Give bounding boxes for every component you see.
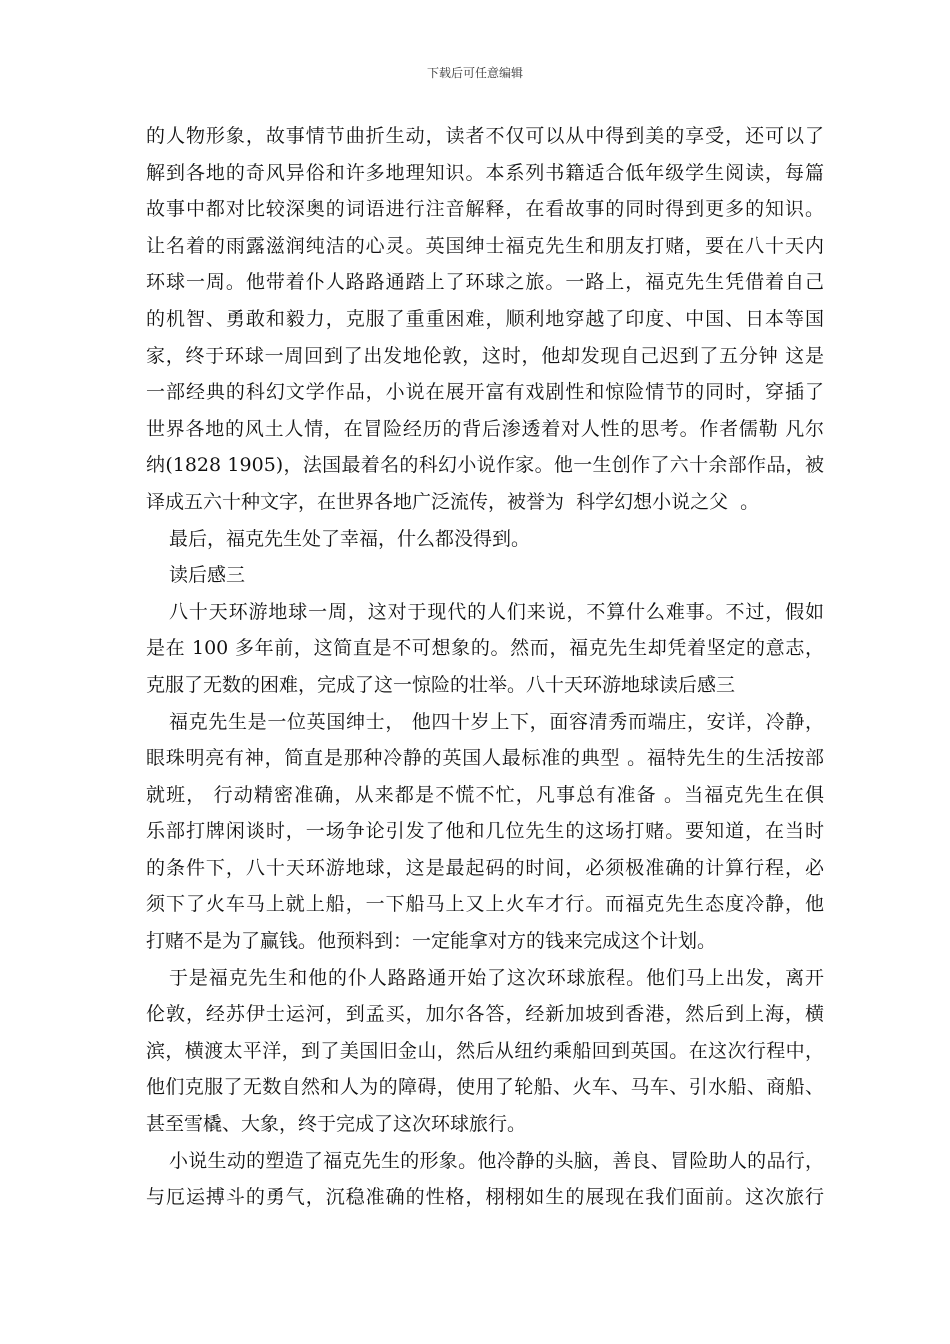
text-line: 的条件下，八十天环游地球，这是最起码的时间，必须极准确的计算行程，必 xyxy=(146,856,824,879)
text-line: 一部经典的科幻文学作品，小说在展开富有戏剧性和惊险情节的同时，穿插了 xyxy=(146,381,824,404)
text-line: 于是福克先生和他的仆人路路通开始了这次环球旅程。他们马上出发，离开 xyxy=(169,966,824,989)
text-line: 福克先生是一位英国绅士， 他四十岁上下，面容清秀而端庄，安详，冷静， xyxy=(169,710,824,733)
text-line: 让名着的雨露滋润纯洁的心灵。英国绅士福克先生和朋友打赌，要在八十天内 xyxy=(146,234,824,257)
text-line: 须下了火车马上就上船，一下船马上又上火车才行。而福克先生态度冷静，他 xyxy=(146,893,824,916)
text-line: 克服了无数的困难，完成了这一惊险的壮举。八十天环游地球读后感三 xyxy=(146,673,736,696)
text-line: 读后感三 xyxy=(169,564,246,587)
page-header: 下载后可任意编辑 xyxy=(426,66,523,80)
text-line: 家，终于环球一周回到了出发地伦敦，这时，他却发现自己迟到了五分钟 这是 xyxy=(146,344,824,367)
text-line: 打赌不是为了赢钱。他预料到：一定能拿对方的钱来完成这个计划。 xyxy=(146,930,717,953)
text-line: 译成五六十种文字，在世界各地广泛流传，被誉为 科学幻想小说之父 。 xyxy=(146,490,760,513)
text-line: 伦敦，经苏伊士运河，到孟买，加尔各答，经新加坡到香港，然后到上海，横 xyxy=(146,1003,824,1026)
text-line: 与厄运搏斗的勇气，沉稳准确的性格，栩栩如生的展现在我们面前。这次旅行 xyxy=(146,1186,824,1209)
text-line: 是在 100 多年前，这简直是不可想象的。然而，福克先生却凭着坚定的意志， xyxy=(146,637,824,660)
text-line: 甚至雪橇、大象，终于完成了这次环球旅行。 xyxy=(146,1113,527,1136)
text-line: 乐部打牌闲谈时，一场争论引发了他和几位先生的这场打赌。要知道，在当时 xyxy=(146,820,824,843)
text-line: 八十天环游地球一周，这对于现代的人们来说，不算什么难事。不过，假如 xyxy=(169,600,824,623)
text-line: 的人物形象，故事情节曲折生动，读者不仅可以从中得到美的享受，还可以了 xyxy=(146,125,824,147)
text-line: 滨，横渡太平洋，到了美国旧金山，然后从纽约乘船回到英国。在这次行程中， xyxy=(146,1039,824,1062)
text-line: 环球一周。他带着仆人路路通踏上了环球之旅。一路上，福克先生凭借着自己 xyxy=(146,271,824,294)
text-line: 故事中都对比较深奥的词语进行注音解释，在看故事的同时得到更多的知识。 xyxy=(146,198,824,221)
text-line: 世界各地的风土人情，在冒险经历的背后渗透着对人性的思考。作者儒勒 凡尔 xyxy=(146,417,824,440)
text-line: 最后，福克先生处了幸福，什么都没得到。 xyxy=(169,527,531,550)
document-body xyxy=(146,118,824,1216)
text-line: 眼珠明亮有神，简直是那种冷静的英国人最标准的典型 。福特先生的生活按部 xyxy=(146,747,824,770)
text-line: 解到各地的奇风异俗和许多地理知识。本系列书籍适合低年级学生阅读，每篇 xyxy=(146,161,824,184)
text-line: 小说生动的塑造了福克先生的形象。他冷静的头脑，善良、冒险助人的品行， xyxy=(169,1149,824,1172)
text-line: 的机智、勇敢和毅力，克服了重重困难，顺利地穿越了印度、中国、日本等国 xyxy=(146,307,824,330)
text-line: 就班， 行动精密准确，从来都是不慌不忙，凡事总有准备 。当福克先生在俱 xyxy=(146,783,824,806)
text-line: 他们克服了无数自然和人为的障碍，使用了轮船、火车、马车、引水船、商船、 xyxy=(146,1076,824,1099)
text-line: 纳(1828 1905)，法国最着名的科幻小说作家。他一生创作了六十余部作品，被 xyxy=(146,454,824,477)
